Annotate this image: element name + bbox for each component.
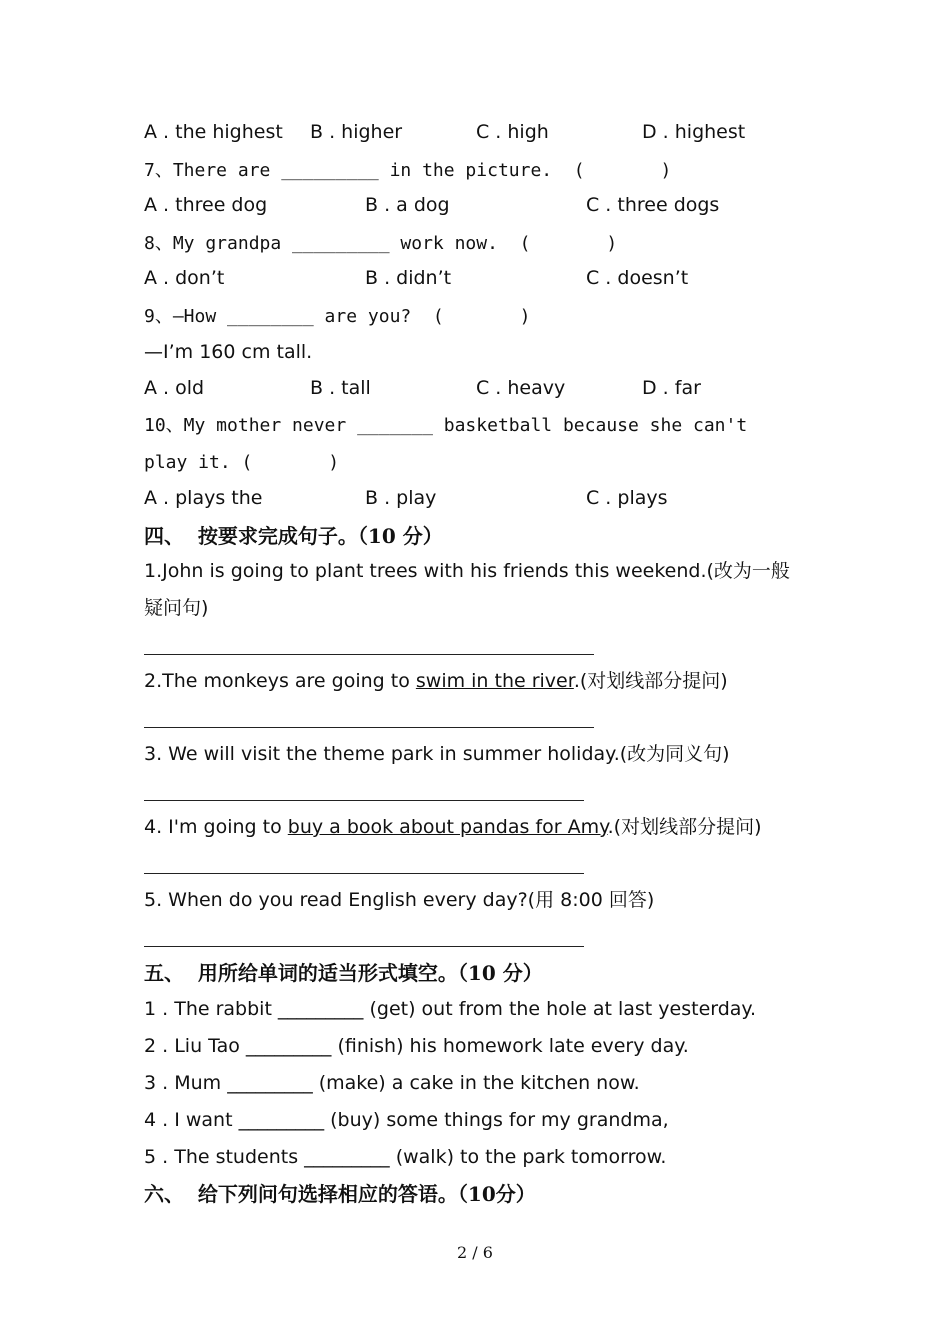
q6-option-b: B . higher [310,121,403,143]
section6-heading: 六、 给下列问句选择相应的答语。（10分） [144,1182,536,1206]
q6-option-a: A . the highest [144,121,283,143]
q9-answer-line: —I’m 160 cm tall. [144,341,313,363]
s4-item2-answer-line [144,727,594,728]
s4-item4-answer-line [144,873,584,874]
page-number: 2 / 6 [457,1243,493,1262]
s4-item4 [144,815,762,839]
q6-option-d: D . highest [642,121,746,143]
s4-item5-answer-line [144,946,584,947]
s5-item4: 4 . I want _________ (buy) some things for my grandma, [144,1109,669,1131]
q10-option-a: A . plays the [144,487,263,509]
s4-item2 [144,669,728,693]
s4-item2-underlined: swim in the river [415,670,574,692]
q8-option-b: B . didn’t [365,267,452,289]
section4-heading: 四、 按要求完成句子。（10 分） [144,524,443,548]
s4-item1-answer-line [144,654,594,655]
q9-question: 9、—How ________ are you? ( ) [144,306,531,327]
s4-item3-answer-line [144,800,584,801]
q6-option-c: C . high [476,121,549,143]
q8-question: 8、My grandpa _________ work now. ( ) [144,233,618,254]
s4-item4-underlined: buy a book about pandas for Amy [287,816,608,838]
s4-item2-pre: 2.The monkeys are going to [144,670,416,692]
s4-item5: 5. When do you read English every day?(用 8:00 回答) [144,889,655,911]
q9-option-b: B . tall [310,377,371,399]
s4-item4-pre: 4. I'm going to [144,816,288,838]
q8-option-c: C . doesn’t [586,267,689,289]
q10-question-line2: play it. ( ) [144,452,340,473]
q7-option-b: B . a dog [365,194,450,216]
s5-item3: 3 . Mum _________ (make) a cake in the kitchen now. [144,1072,640,1094]
q7-option-a: A . three dog [144,194,268,216]
s5-item5: 5 . The students _________ (walk) to the park tomorrow. [144,1146,667,1168]
s5-item2: 2 . Liu Tao _________ (finish) his homework late every day. [144,1035,689,1057]
q9-option-d: D . far [642,377,701,399]
q10-question-line1: 10、My mother never _______ basketball because she can't [144,415,748,436]
q8-option-a: A . don’t [144,267,225,289]
s5-item1: 1 . The rabbit _________ (get) out from the hole at last yesterday. [144,998,757,1020]
q7-question: 7、There are _________ in the picture. ( ) [144,160,672,181]
section5-heading: 五、 用所给单词的适当形式填空。（10 分） [144,961,543,985]
s4-item1-line2: 疑问句) [144,597,209,619]
q10-option-b: B . play [365,487,437,509]
q7-option-c: C . three dogs [586,194,720,216]
q9-option-c: C . heavy [476,377,566,399]
s4-item2-post: .(对划线部分提问) [573,670,728,692]
s4-item4-post: .(对划线部分提问) [607,816,762,838]
s4-item3: 3. We will visit the theme park in summer holiday.(改为同义句) [144,743,730,765]
q10-option-c: C . plays [586,487,668,509]
q9-option-a: A . old [144,377,205,399]
s4-item1-line1: 1.John is going to plant trees with his friends this weekend.(改为一般 [144,560,790,582]
